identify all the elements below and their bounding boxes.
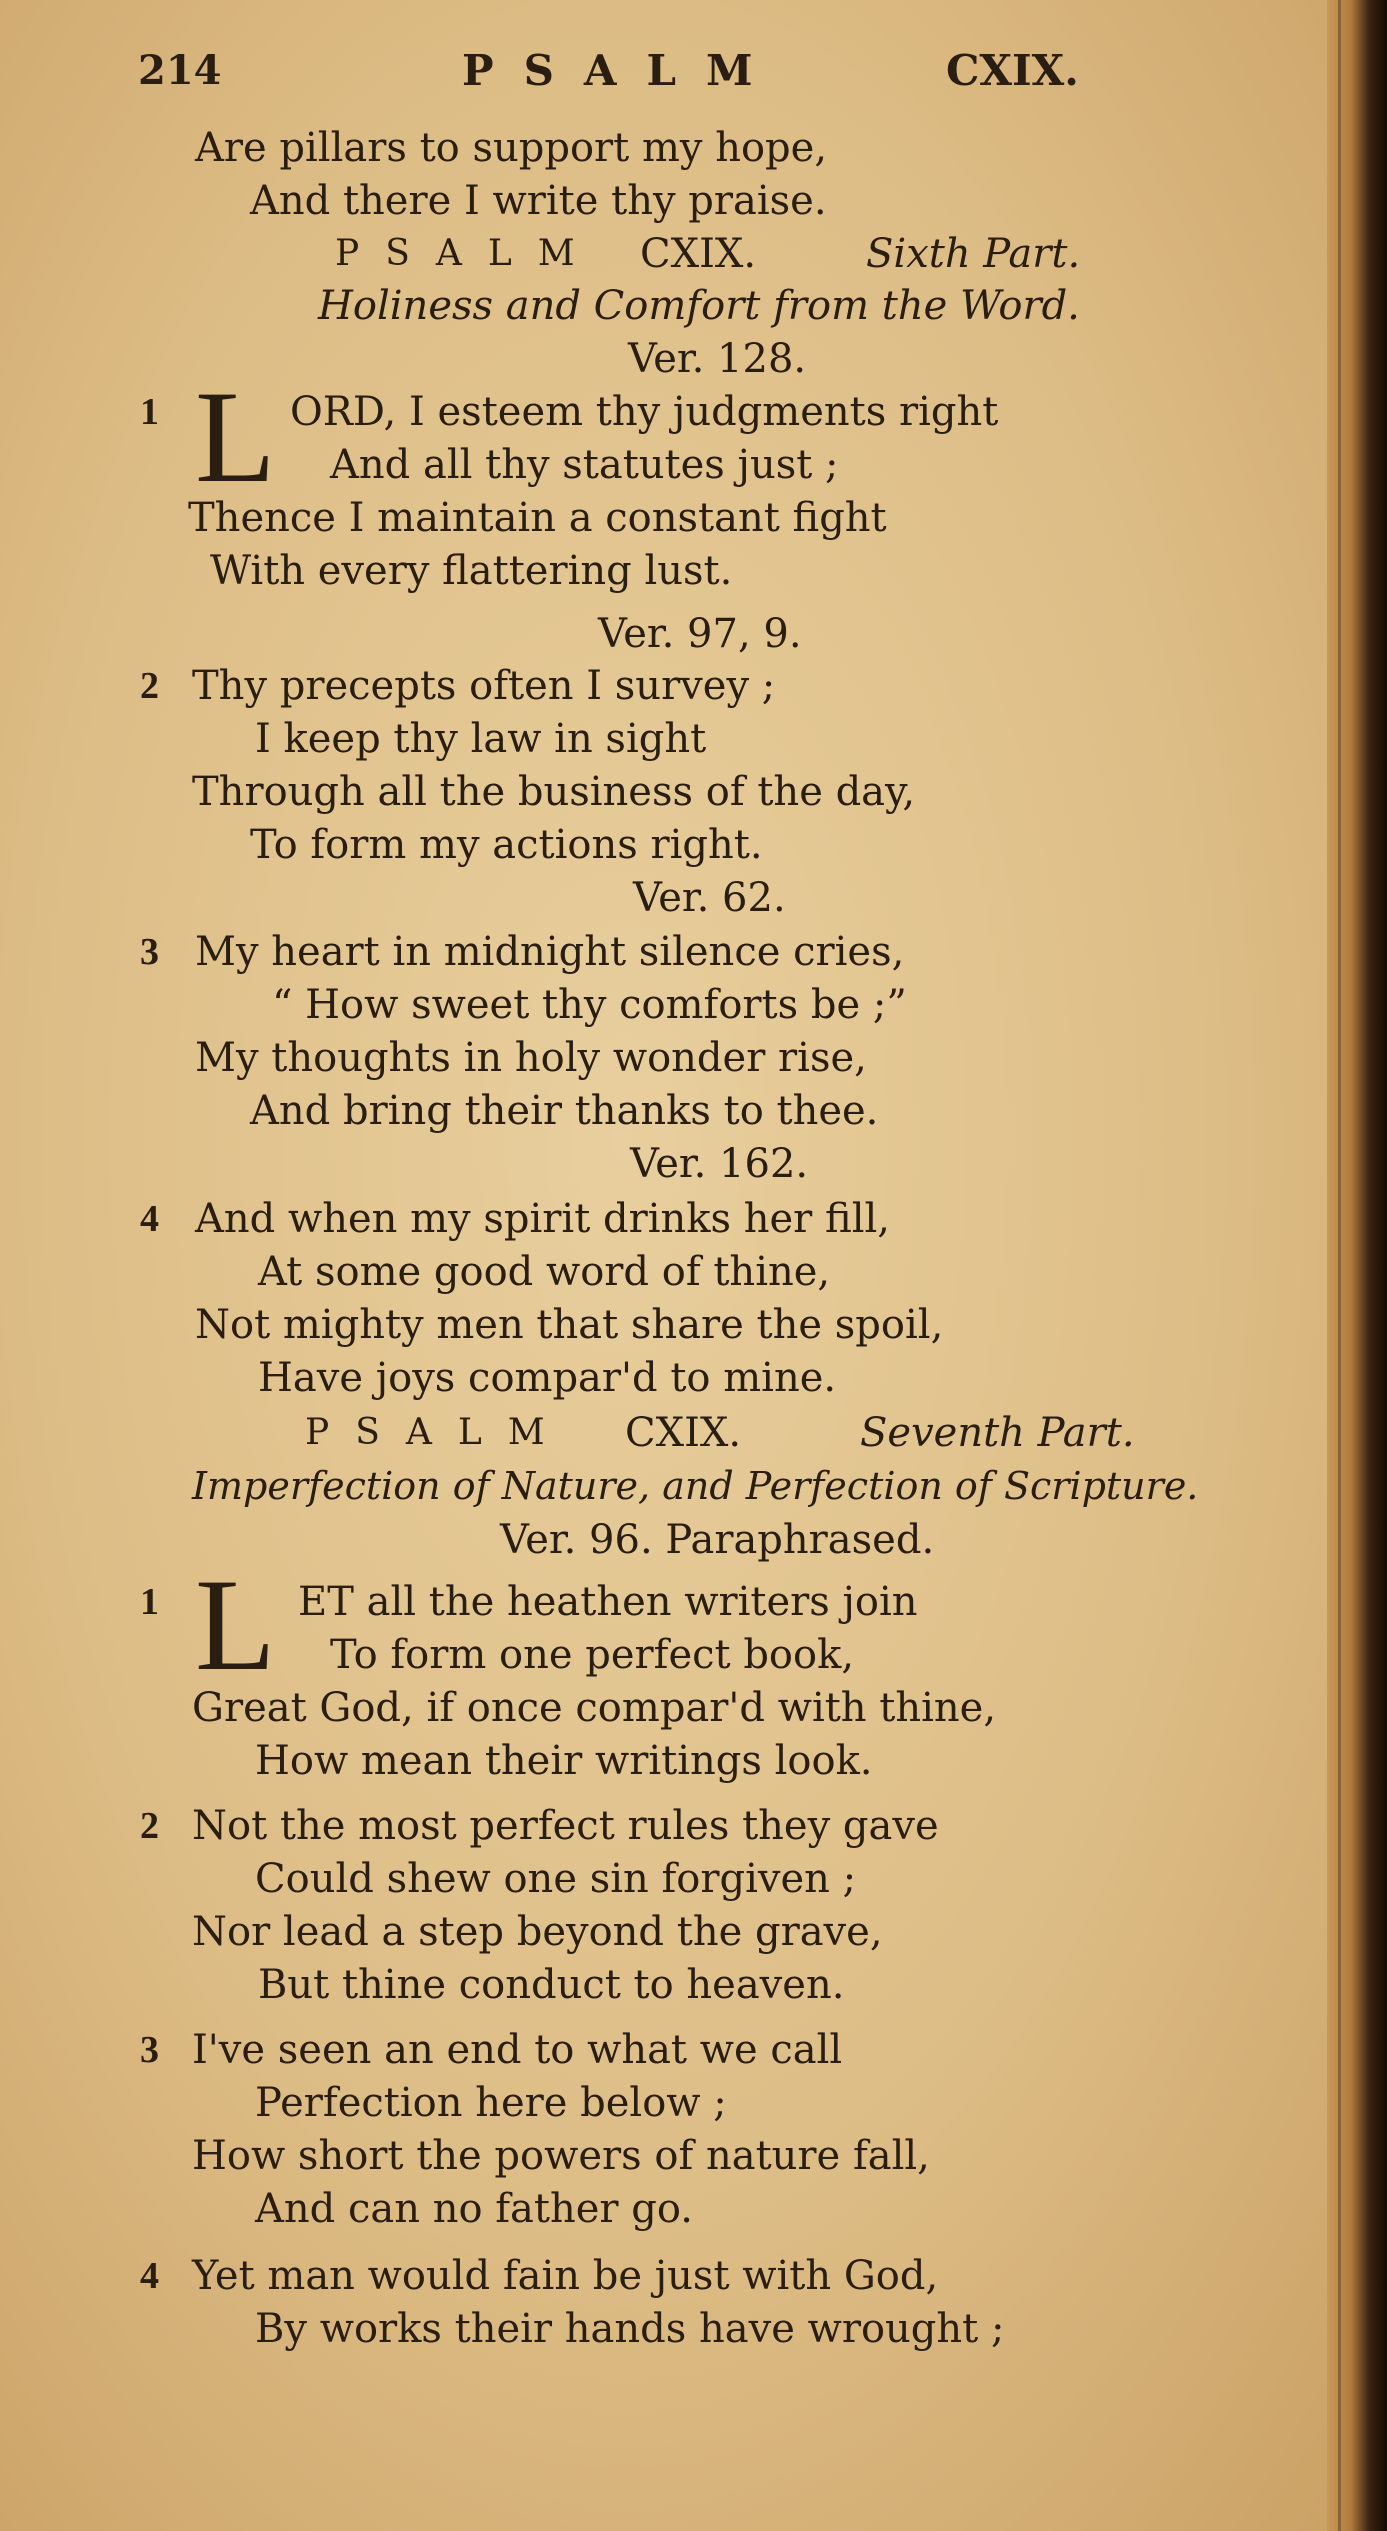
drop-cap: L (195, 363, 276, 510)
verse-line: “ How sweet thy comforts be ;” (272, 982, 907, 1028)
section-psalm-label: PSALM (335, 233, 601, 274)
verse-line: My thoughts in holy wonder rise, (195, 1035, 867, 1081)
verse-line: ORD, I esteem thy judgments right (290, 389, 999, 435)
verse-line: I've seen an end to what we call (192, 2027, 843, 2073)
section-numeral: CXIX. (625, 1410, 742, 1456)
verse-line: With every flattering lust. (210, 548, 733, 594)
verse-line: To form one perfect book, (330, 1632, 855, 1678)
stanza-number: 2 (140, 665, 159, 707)
verse-line: And bring their thanks to thee. (250, 1088, 879, 1134)
section-numeral: CXIX. (640, 231, 757, 277)
verse-line: But thine conduct to heaven. (258, 1962, 845, 2008)
verse-line: Through all the business of the day, (192, 769, 916, 815)
verse-line: I keep thy law in sight (255, 716, 707, 762)
section-subtitle: Imperfection of Nature, and Perfection of Scripture. (192, 1464, 1199, 1508)
verse-line: ET all the heathen writers join (298, 1579, 918, 1625)
drop-cap: L (195, 1551, 276, 1698)
verse-line: At some good word of thine, (258, 1249, 831, 1295)
stanza-number: 4 (140, 1198, 159, 1240)
verse-line: By works their hands have wrought ; (255, 2306, 1005, 2352)
stanza-number: 1 (140, 1581, 159, 1623)
section-subtitle: Holiness and Comfort from the Word. (318, 283, 1080, 329)
verse-reference: Ver. 96. Paraphrased. (500, 1517, 935, 1563)
verse-line: And can no father go. (255, 2186, 693, 2232)
verse-line: Great God, if once compar'd with thine, (192, 1685, 997, 1731)
stanza-number: 4 (140, 2255, 159, 2297)
verse-line: And there I write thy praise. (250, 178, 827, 224)
verse-line: Thence I maintain a constant fight (188, 495, 887, 541)
verse-line: Perfection here below ; (255, 2080, 727, 2126)
section-psalm-label: PSALM (305, 1412, 571, 1453)
section-part-name: Seventh Part. (860, 1410, 1135, 1456)
stanza-number: 3 (140, 2029, 159, 2071)
verse-line: Not mighty men that share the spoil, (195, 1302, 944, 1348)
verse-line: Yet man would fain be just with God, (192, 2253, 939, 2299)
verse-line: How short the powers of nature fall, (192, 2133, 930, 2179)
verse-line: And all thy statutes just ; (330, 442, 839, 488)
verse-line: Could shew one sin forgiven ; (255, 1856, 857, 1902)
page-edge-line (1338, 0, 1341, 2531)
stanza-number: 2 (140, 1805, 159, 1847)
verse-reference: Ver. 162. (630, 1141, 809, 1187)
verse-line: Not the most perfect rules they gave (192, 1803, 939, 1849)
book-spine-edge (1327, 0, 1387, 2531)
verse-reference: Ver. 62. (633, 875, 786, 921)
verse-reference: Ver. 128. (628, 336, 807, 382)
verse-line: Thy precepts often I survey ; (192, 663, 776, 709)
verse-reference: Ver. 97, 9. (598, 611, 802, 657)
verse-line: Nor lead a step beyond the grave, (192, 1909, 883, 1955)
verse-line: How mean their writings look. (255, 1738, 873, 1784)
section-part-name: Sixth Part. (866, 231, 1081, 277)
stanza-number: 3 (140, 931, 159, 973)
verse-line: My heart in midnight silence cries, (195, 929, 905, 975)
stanza-number: 1 (140, 391, 159, 433)
verse-line: To form my actions right. (250, 822, 763, 868)
verse-line: Are pillars to support my hope, (195, 125, 828, 171)
running-title: PSALM (462, 46, 783, 95)
verse-line: And when my spirit drinks her fill, (195, 1196, 890, 1242)
running-title-numeral: CXIX. (946, 46, 1079, 95)
page-number: 214 (138, 47, 222, 94)
verse-line: Have joys compar'd to mine. (258, 1355, 837, 1401)
